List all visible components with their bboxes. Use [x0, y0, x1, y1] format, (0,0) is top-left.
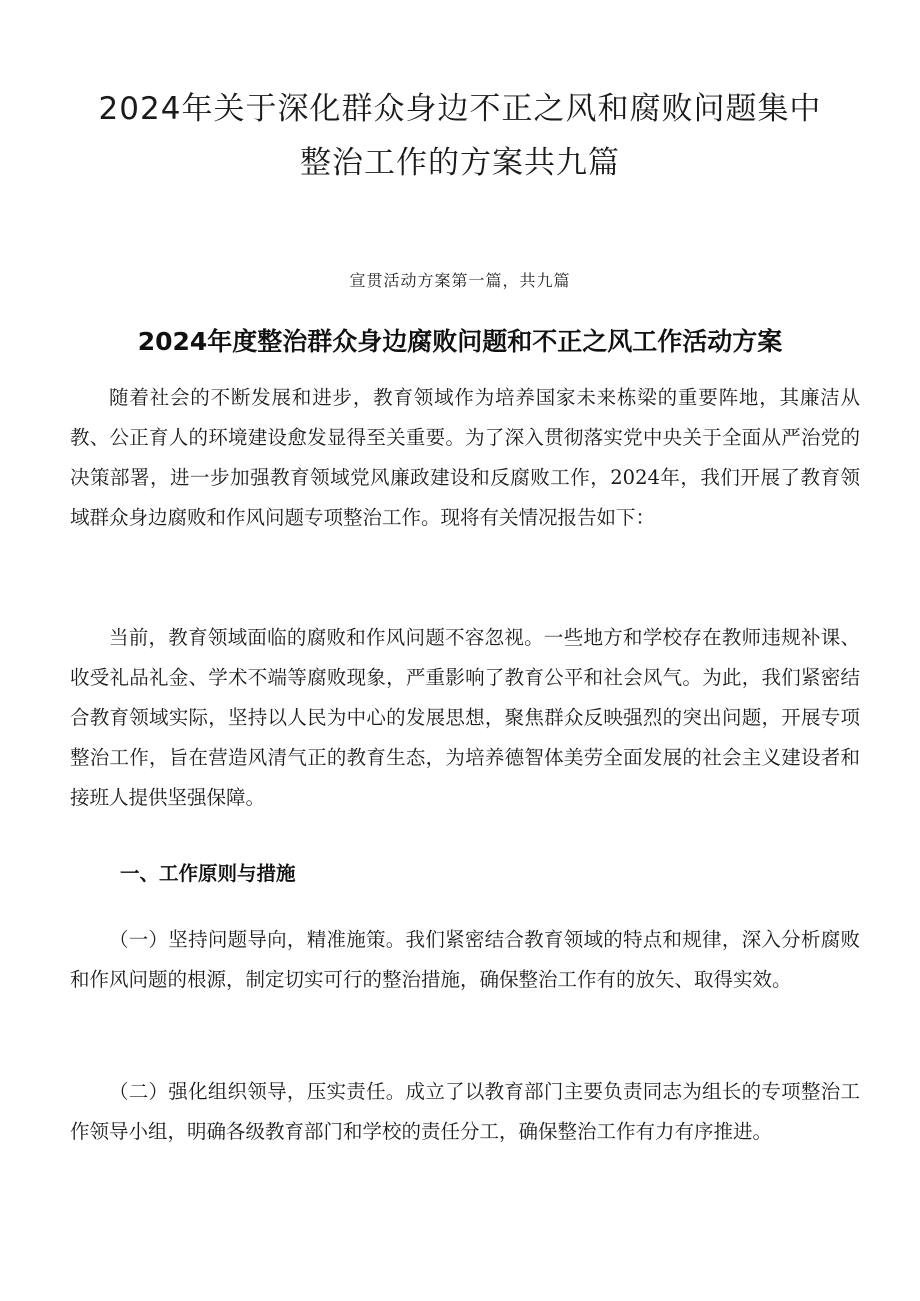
- document-title-line2: 整治工作的方案共九篇: [300, 145, 620, 181]
- background-paragraph: 当前，教育领域面临的腐败和作风问题不容忽视。一些地方和学校存在教师违规补课、收受礼品礼金、学术不端等腐败现象，严重影响了教育公平和社会风气。为此，我们紧密结合教育领域实际，坚持以人民为中心的发展思想，聚焦群众反映强烈的突出问题，开展专项整治工作，旨在营造风清气正的教育生态，为培养德智体美劳全面发展的社会主义建设者和接班人提供坚强保障。: [70, 626, 860, 809]
- item-paragraph-2: （二）强化组织领导，压实责任。成立了以教育部门主要负责同志为组长的专项整治工作领导小组，明确各级教育部门和学校的责任分工，确保整治工作有力有序推进。: [70, 1080, 860, 1143]
- document-title: [60, 82, 860, 190]
- item-paragraph-1: （一）坚持问题导向，精准施策。我们紧密结合教育领域的特点和规律，深入分析腐败和作风问题的根源，制定切实可行的整治措施，确保整治工作有的放矢、取得实效。: [70, 928, 860, 991]
- heading-work-principles: 一、工作原则与措施: [120, 862, 296, 885]
- intro-paragraph: 随着社会的不断发展和进步，教育领域作为培养国家未来栋梁的重要阵地，其廉洁从教、公正育人的环境建设愈发显得至关重要。为了深入贯彻落实党中央关于全面从严治党的决策部署，进一步加强教育领域党风廉政建设和反腐败工作，2024年，我们开展了教育领域群众身边腐败和作风问题专项整治工作。现将有关情况报告如下：: [70, 386, 860, 529]
- section-title: 2024年度整治群众身边腐败问题和不正之风工作活动方案: [137, 327, 783, 356]
- document-subtitle: 宣贯活动方案第一篇，共九篇: [349, 271, 571, 290]
- document-title-line1: 2024年关于深化群众身边不正之风和腐败问题集中: [98, 91, 822, 127]
